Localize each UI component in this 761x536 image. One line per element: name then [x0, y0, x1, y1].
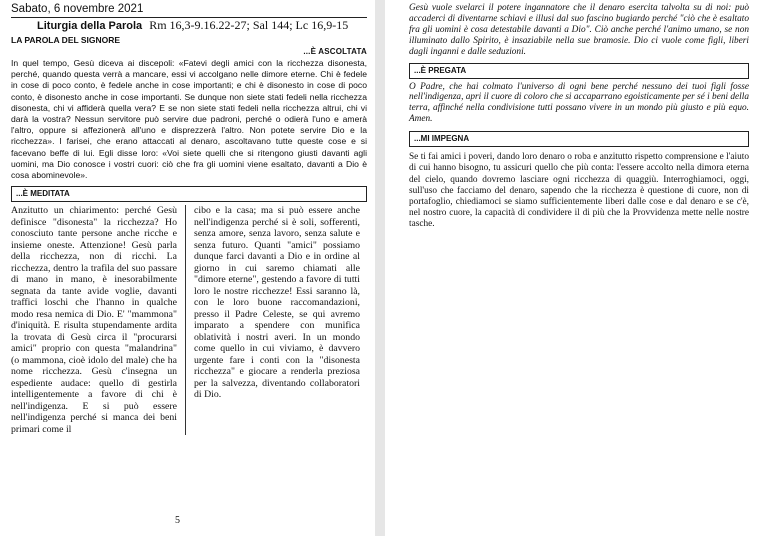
liturgy-line	[37, 19, 367, 33]
gospel-text: In quel tempo, Gesù diceva ai discepoli: «Fatevi degli amici con la ricchezza disonesta, perché, quando questa verrà a mancare, essi vi accolgano nelle dimore eterne. Chi è fedele in cose di poco conto, è fedele anche in cose importanti; e chi è disonesto in cose di poco conto, è disonesto anche in cose importanti. Se dunque non siete stati fedeli nella ricchezza disonesta, chi vi affiderà quella vera? E se non siete stati fedeli nella ricchezza altrui, chi vi darà la vostra? Nessun servitore può servire due padroni, perché o odierà l'uno e amerà l'altro, oppure si affezionerà all'uno e disprezzerà l'altro. Non potete servire Dio e la ricchezza». I farisei, che erano attaccati al denaro, ascoltavano tutte queste cose e si facevano beffe di lui. Egli disse loro: «Voi siete quelli che si ritengono giusti davanti agli uomini, ma Dio conosce i vostri cuori: ciò che fra gli uomini viene esaltato, davanti a Dio è cosa abominevole».	[11, 58, 367, 181]
right-page	[385, 0, 761, 536]
section-impegna-heading: ...MI IMPEGNA	[409, 131, 749, 147]
word-of-lord-subtitle: LA PAROLA DEL SIGNORE	[11, 35, 121, 45]
prayer-text: O Padre, che hai colmato l'universo di ogni bene perché nessuno dei tuoi figli fosse nell'indigenza, apri il cuore di coloro che si accaparrano egoisticamente per sé i beni della terra, affinché nella condivisione tutti possano vivere in un mondo più giusto e più equo. Amen.	[409, 81, 749, 125]
left-page	[0, 0, 375, 536]
section-ascoltata-heading: ...È ASCOLTATA	[303, 47, 367, 56]
meditation-column-1: Anzitutto un chiarimento: perché Gesù definisce "disonesta" la ricchezza? Ho conosciuto tante persone anche ricche e insieme oneste. Attenzione! Gesù parla della ricchezza, non di ricchi. La ricchezza, dentro la trafila del suo passare di mano in mano, è inesorabilmente segnata da tante avide voglie, davanti traffici loschi che l'hanno in qualche modo resa nemica di Dio. E' "mammona" d'iniquità. E risulta stupendamente ardita la trovata di Gesù circa il "procurarsi amici" proprio con questa "malandrina" (o mammona, cioè idolo del male) che ha nome ricchezza. Gesù c'insegna un espediente audace: quello di gestirla intelligentemente a favore di chi è nell'indigenza. E si può essere nell'indigenza perché si manca dei beni primari come il	[11, 205, 177, 435]
liturgy-references: Rm 16,3-9.16.22-27; Sal 144; Lc 16,9-15	[149, 18, 349, 32]
page-number: 5	[175, 515, 180, 526]
commitment-text: Se ti fai amici i poveri, dando loro denaro o roba e anzitutto rispetto comprensione e l'aiuto di cui hanno bisogno, tu assicuri quello che più conta: l'essere accolto nella dimora eterna del cielo, quando dovremo lasciare ogni ricchezza di quaggiù. Interroghiamoci, oggi, sull'uso che facciamo del denaro, sapendo che la ricchezza è questione di cuore, non di portafoglio, chiediamoci se siamo sufficientemente liberi dalle cose e dal denaro e se c'è, nel nostro cuore, la capacità di condividere il di più che la Provvidenza mette nelle nostre tasche.	[409, 152, 749, 230]
date-header: Sabato, 6 novembre 2021	[11, 0, 367, 18]
section-pregata-heading: ...È PREGATA	[409, 63, 749, 79]
meditation-columns	[11, 205, 367, 435]
liturgy-title: Liturgia della Parola	[37, 20, 143, 32]
meditation-column-2: cibo e la casa; ma si può essere anche nell'indigenza perché si è soli, sofferenti, senza amore, senza lavoro, senza salute e senza futuro. Quanti "amici" possiamo dunque farci davanti a Dio e in ordine al giorno in cui saremo chiamati alle "dimore eterne", gestendo a favore di tutti loro le nostre ricchezze! Essi saranno là, con le loro buone raccomandazioni, presso il Padre Celeste, se qui avremo imparato a spendere con munifica oblatività i nostri averi. In un mondo come quello in cui viviamo, è davvero urgente fare i conti con la "disonesta ricchezza" e giocare a renderla preziosa per la salvezza, diventando collaboratori di Dio.	[194, 205, 360, 401]
column-divider	[185, 205, 186, 435]
meditation-conclusion: Gesù vuole svelarci il potere ingannatore che il denaro esercita talvolta su di noi: può accaderci di diventarne schiavi e illusi dal suo fascino bugiardo perché "ciò che è esaltato fra gli uomini è cosa detestabile davanti a Dio". Ciò anche perché l'animo umano, se non illuminato dallo Spirito, è insaziabile nella sue bramosie. Dio ci vuole come figli, liberi dagli inganni e dalle seduzioni.	[409, 3, 749, 57]
section-meditata-heading: ...È MEDITATA	[11, 186, 367, 202]
